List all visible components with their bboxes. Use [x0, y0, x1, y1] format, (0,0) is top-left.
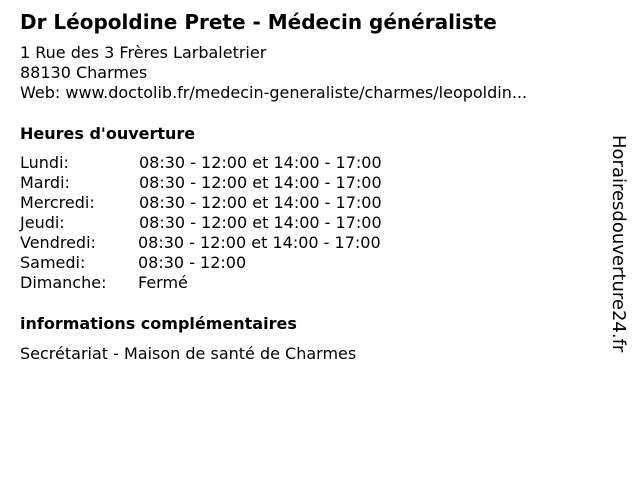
address-block	[20, 43, 527, 103]
time-value: 08:30 - 12:00 et 14:00 - 17:00	[139, 193, 382, 212]
time-value: 08:30 - 12:00 et 14:00 - 17:00	[139, 213, 382, 232]
additional-info-heading: informations complémentaires	[20, 314, 297, 333]
day-label: Samedi:	[20, 253, 86, 272]
day-label: Mercredi:	[20, 193, 95, 212]
day-label: Lundi:	[20, 153, 69, 172]
additional-info-text: Secrétariat - Maison de santé de Charmes	[20, 344, 357, 363]
time-value: 08:30 - 12:00 et 14:00 - 17:00	[139, 173, 382, 192]
street-address: 1 Rue des 3 Frères Larbaletrier	[20, 43, 267, 62]
day-label: Dimanche:	[20, 273, 107, 292]
day-label: Vendredi:	[20, 233, 96, 252]
site-watermark: Horairesdouverture24.fr	[608, 135, 629, 353]
page-title: Dr Léopoldine Prete - Médecin généraliste	[20, 10, 497, 34]
time-value: 08:30 - 12:00 et 14:00 - 17:00	[139, 153, 382, 172]
city-postal: 88130 Charmes	[20, 63, 148, 82]
website-link[interactable]: Web: www.doctolib.fr/medecin-generaliste/charmes/leopoldin...	[20, 83, 528, 102]
day-label: Jeudi:	[20, 213, 65, 232]
day-label: Mardi:	[20, 173, 70, 192]
time-value: Fermé	[138, 273, 188, 292]
opening-hours-heading: Heures d'ouverture	[20, 124, 196, 143]
time-value: 08:30 - 12:00	[138, 253, 247, 272]
time-value: 08:30 - 12:00 et 14:00 - 17:00	[138, 233, 381, 252]
